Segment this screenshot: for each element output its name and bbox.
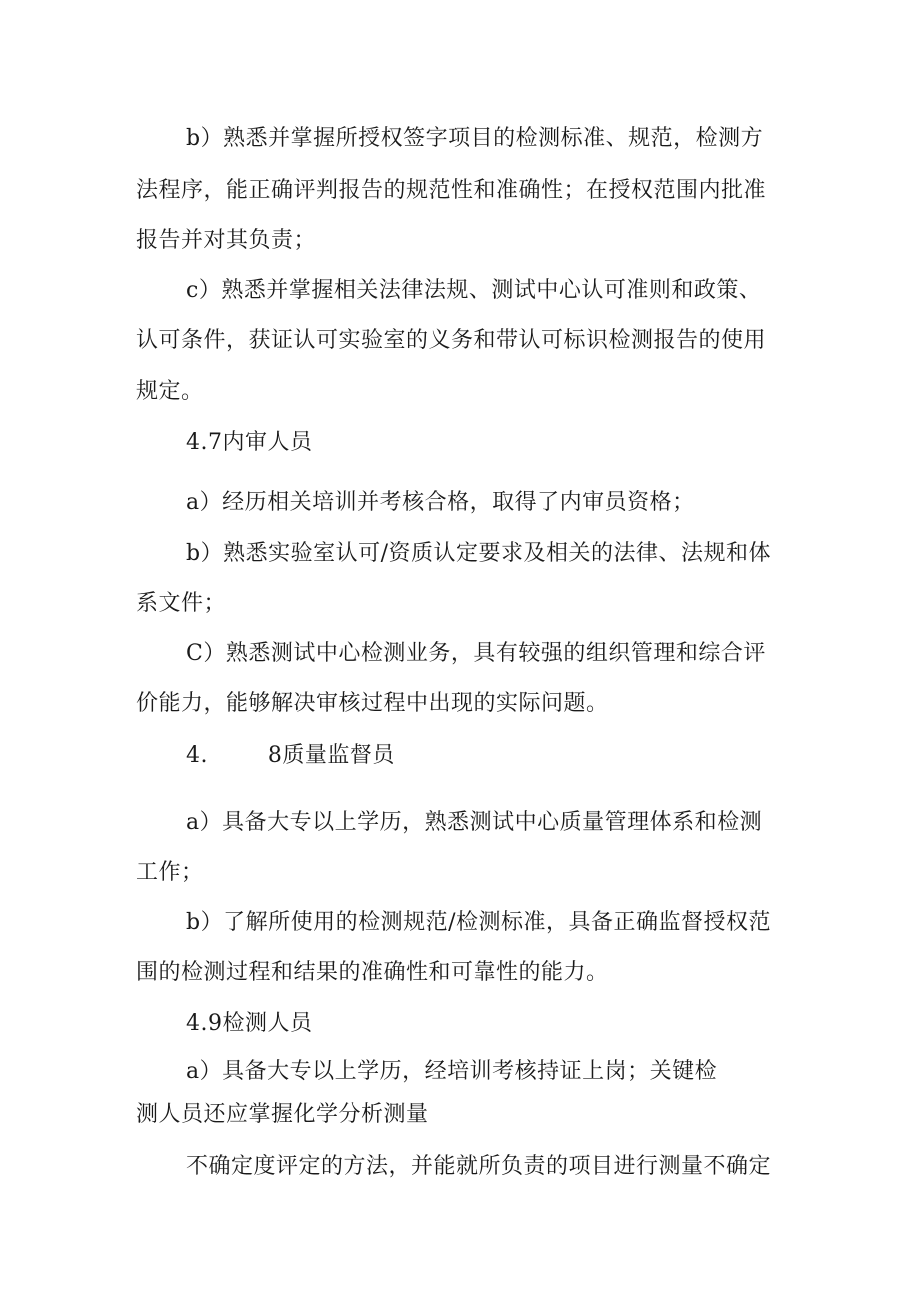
text-line: 工作； <box>136 860 204 885</box>
text-line: b）熟悉并掌握所授权签字项目的检测标准、规范，检测方 <box>186 126 764 151</box>
text-line: 法程序，能正确评判报告的规范性和准确性；在授权范围内批准 <box>136 178 767 203</box>
text-line: a）具备大专以上学历，经培训考核持证上岗；关键检 <box>186 1059 718 1084</box>
text-line: b）熟悉实验室认可/资质认定要求及相关的法律、法规和体 <box>186 541 771 566</box>
text-line: c）熟悉并掌握相关法律法规、测试中心认可准则和政策、 <box>186 278 762 303</box>
text-line: 规定。 <box>136 379 204 404</box>
text-line: 报告并对其负责； <box>136 228 317 253</box>
section-heading: 4. 8质量监督员 <box>186 743 395 768</box>
text-line: b）了解所使用的检测规范/检测标准，具备正确监督授权范 <box>186 910 771 935</box>
section-heading: 4.7内审人员 <box>186 430 313 455</box>
text-line: 测人员还应掌握化学分析测量 <box>136 1102 429 1127</box>
text-line: 系文件； <box>136 591 227 616</box>
text-line: 不确定度评定的方法，并能就所负责的项目进行测量不确定 <box>186 1154 772 1179</box>
section-heading: 4.9检测人员 <box>186 1011 313 1036</box>
text-line: 认可条件，获证认可实验室的义务和带认可标识检测报告的使用 <box>136 328 767 353</box>
text-line: 价能力，能够解决审核过程中出现的实际问题。 <box>136 691 609 716</box>
text-line: a）经历相关培训并考核合格，取得了内审员资格； <box>186 490 695 515</box>
text-line: C）熟悉测试中心检测业务，具有较强的组织管理和综合评 <box>186 641 766 666</box>
text-line: a）具备大专以上学历，熟悉测试中心质量管理体系和检测 <box>186 810 763 835</box>
text-line: 围的检测过程和结果的准确性和可靠性的能力。 <box>136 960 609 985</box>
